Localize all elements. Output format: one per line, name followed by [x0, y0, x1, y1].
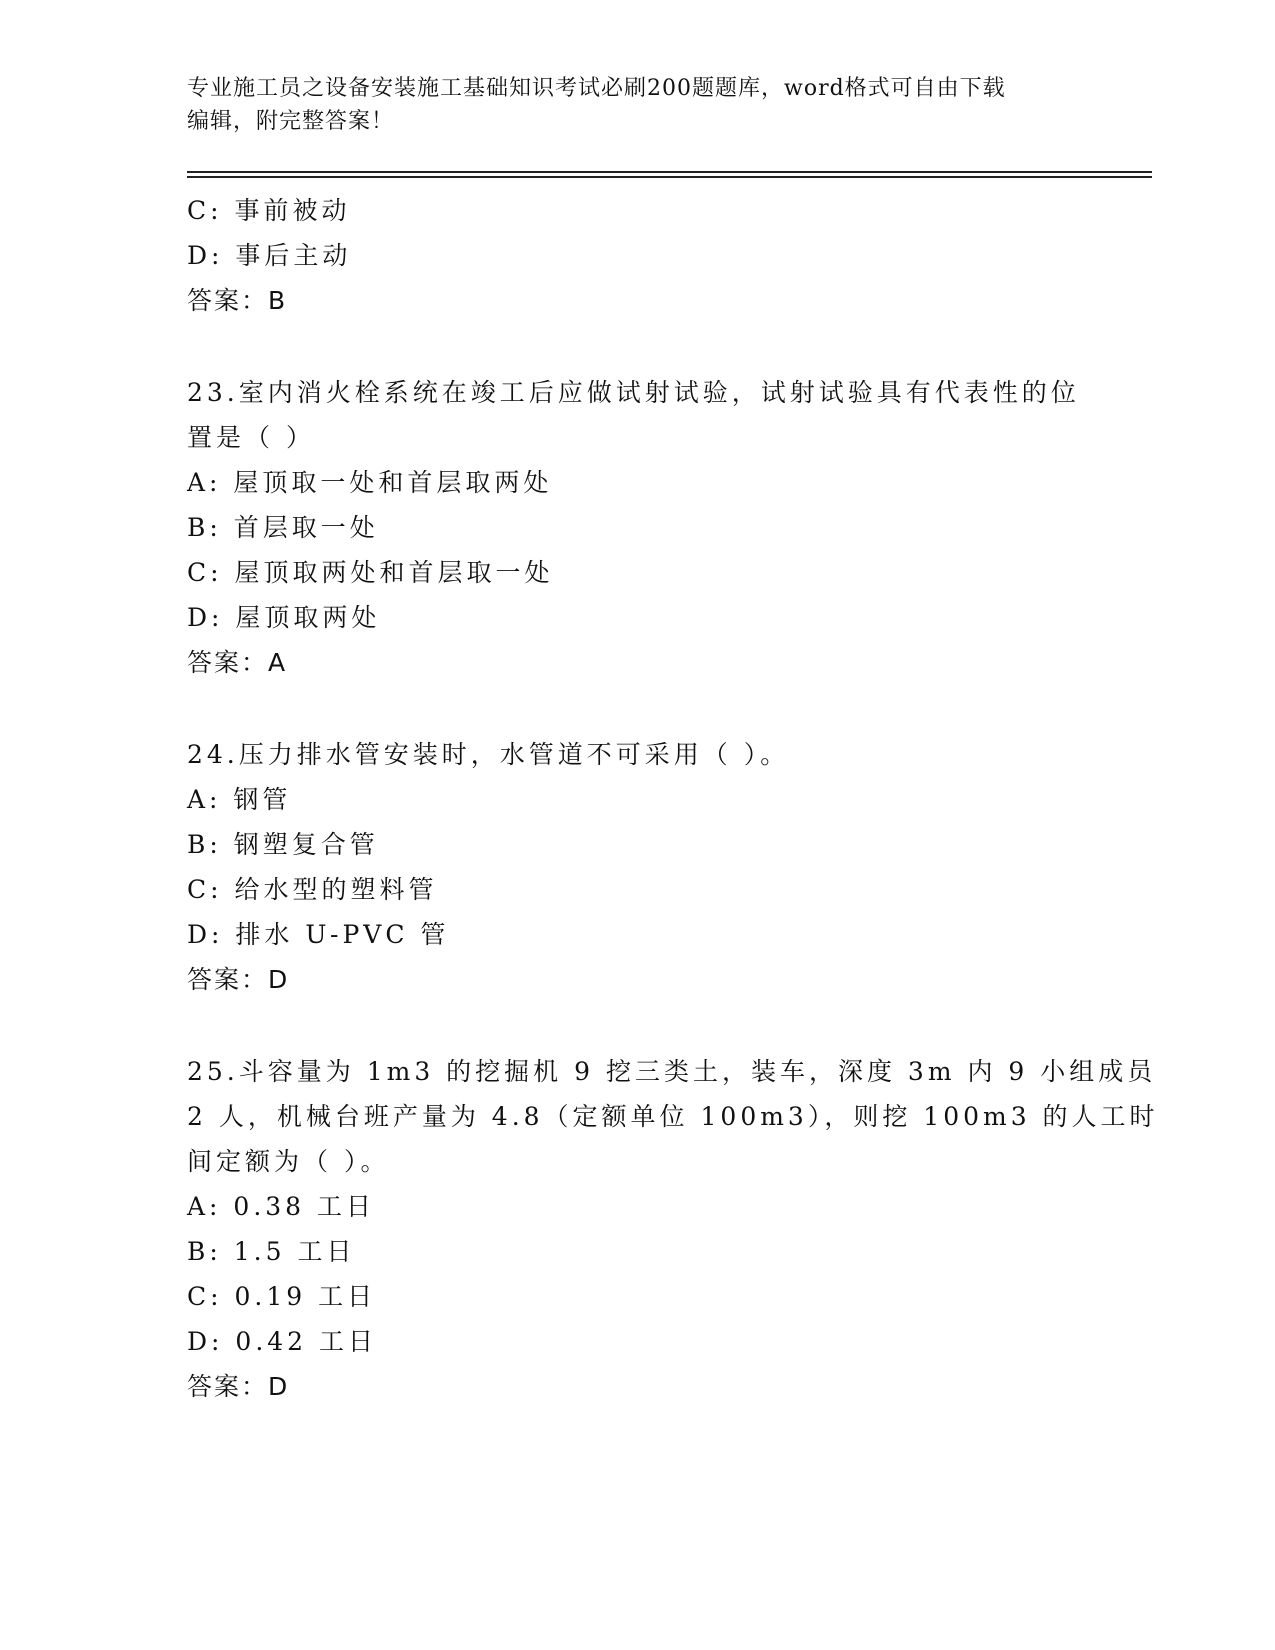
- answer-line: 答案：B: [187, 286, 288, 315]
- option-b: B: 钢塑复合管: [187, 830, 379, 859]
- option-c: C: 给水型的塑料管: [187, 875, 438, 904]
- question-text-line: 25.斗容量为 1m3 的挖掘机 9 挖三类土，装车，深度 3m 内 9 小组成员: [187, 1057, 1157, 1086]
- spacer: [187, 323, 1087, 370]
- option-b: B: 首层取一处: [187, 513, 379, 542]
- option-d: D: 屋顶取两处: [187, 603, 381, 632]
- answer-line: 答案：D: [187, 1372, 290, 1401]
- answer-line: 答案：A: [187, 648, 288, 677]
- spacer: [187, 1002, 1087, 1049]
- option-c: C: 0.19 工日: [187, 1282, 377, 1311]
- question-text-line: 置是（ ）: [187, 423, 315, 452]
- option-d: D: 排水 U-PVC 管: [187, 920, 450, 949]
- header-line-2: 编辑，附完整答案！: [187, 109, 395, 134]
- question-24: [187, 732, 1087, 1002]
- option-a: A: 屋顶取一处和首层取两处: [187, 468, 553, 497]
- document-body: [187, 188, 1159, 1409]
- question-25: [187, 1049, 1159, 1409]
- option-c: C: 事前被动: [187, 196, 351, 225]
- header-rule-top: [187, 171, 1152, 173]
- question-text-line: 24.压力排水管安装时，水管道不可采用（ ）。: [187, 740, 790, 769]
- option-b: B: 1.5 工日: [187, 1237, 356, 1266]
- question-text-line: 2 人，机械台班产量为 4.8（定额单位 100m3），则挖 100m3 的人工时: [187, 1102, 1159, 1131]
- option-c: C: 屋顶取两处和首层取一处: [187, 558, 554, 587]
- header-rule-bottom: [187, 176, 1152, 178]
- document-header: [187, 72, 1087, 138]
- question-text-line: 间定额为（ ）。: [187, 1147, 390, 1176]
- option-d: D: 事后主动: [187, 241, 352, 270]
- question-fragment: [187, 188, 1087, 323]
- option-a: A: 0.38 工日: [187, 1192, 376, 1221]
- question-23: [187, 370, 1087, 685]
- option-a: A: 钢管: [187, 785, 292, 814]
- header-line-1: 专业施工员之设备安装施工基础知识考试必刷200题题库，word格式可自由下载: [187, 76, 1006, 101]
- option-d: D: 0.42 工日: [187, 1327, 378, 1356]
- spacer: [187, 685, 1087, 732]
- question-text-line: 23.室内消火栓系统在竣工后应做试射试验，试射试验具有代表性的位: [187, 378, 1080, 407]
- answer-line: 答案：D: [187, 965, 290, 994]
